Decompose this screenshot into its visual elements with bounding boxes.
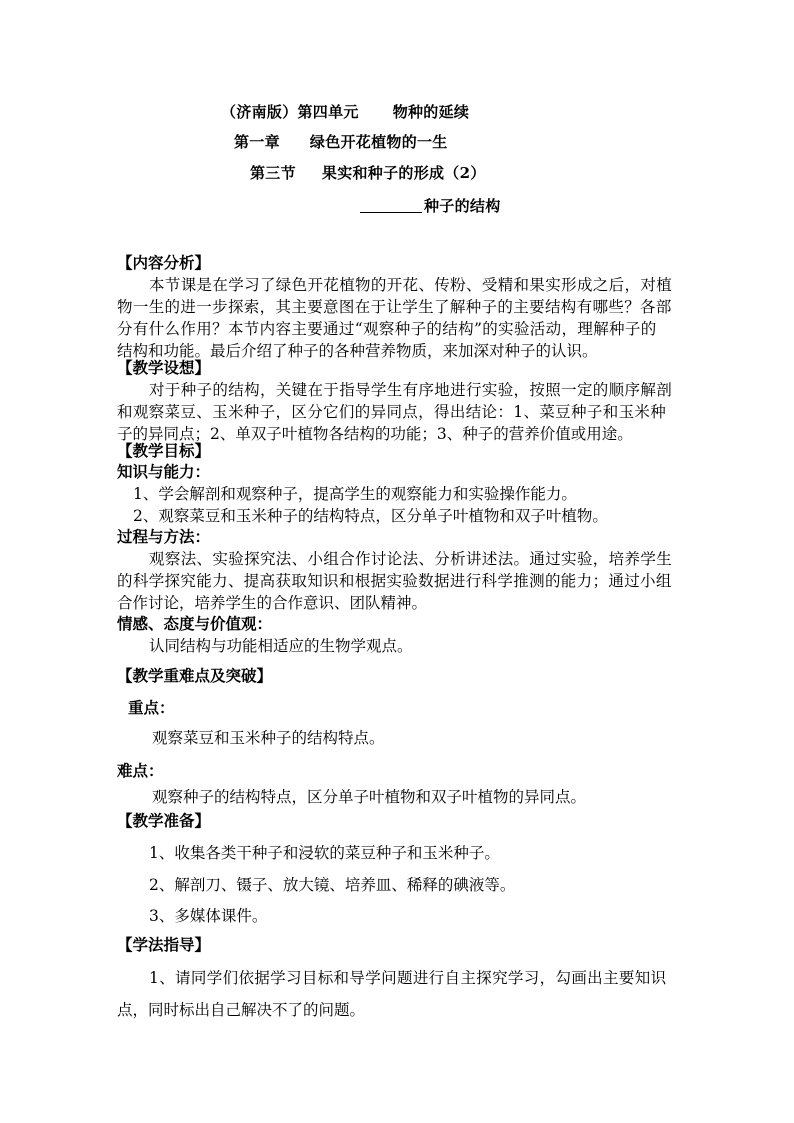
key-line: 观察菜豆和玉米种子的结构特点。 bbox=[152, 729, 385, 747]
fill-blank bbox=[360, 197, 422, 213]
chapter-name: 绿色开花植物的一生 bbox=[309, 133, 448, 151]
process-line: 的科学探究能力、提高获取知识和根据实验数据进行科学推测的能力；通过小组 bbox=[117, 572, 672, 590]
section-name: 果实和种子的形成（2） bbox=[321, 164, 486, 182]
knowledge-item: 1、学会解剖和观察种子，提高学生的观察能力和实验操作能力。 bbox=[133, 485, 577, 503]
key-points-heading: 【教学重难点及突破】 bbox=[117, 666, 273, 685]
section-title bbox=[250, 162, 486, 184]
key-title: 重点： bbox=[128, 698, 175, 717]
difficult-line: 观察种子的结构特点，区分单子叶植物和双子叶植物的异同点。 bbox=[152, 788, 587, 806]
difficult-title: 难点： bbox=[117, 761, 164, 780]
teaching-design-line: 子的异同点；2、单双子叶植物各结构的功能；3、种子的营养价值或用途。 bbox=[117, 425, 633, 443]
study-guide-line: 1、请同学们依据学习目标和导学问题进行自主探究学习，勾画出主要知识 bbox=[149, 969, 667, 987]
unit-label: （济南版）第四单元 bbox=[221, 103, 359, 121]
preparation-item: 2、解剖刀、镊子、放大镜、培养皿、稀释的碘液等。 bbox=[149, 876, 516, 894]
teaching-design-heading: 【教学设想】 bbox=[117, 358, 211, 377]
content-analysis-line: 物一生的进一步探索，其主要意图在于让学生了解种子的主要结构有哪些？各部 bbox=[117, 298, 672, 316]
study-guide-heading: 【学法指导】 bbox=[117, 935, 211, 954]
subsection-name: 种子的结构 bbox=[424, 197, 501, 215]
teaching-design-line: 对于种子的结构，关键在于指导学生有序地进行实验，按照一定的顺序解剖 bbox=[149, 381, 673, 399]
content-analysis-heading: 【内容分析】 bbox=[117, 253, 211, 272]
unit-title bbox=[221, 101, 469, 123]
section-label: 第三节 bbox=[250, 164, 296, 182]
content-analysis-line: 分有什么作用？本节内容主要通过“观察种子的结构”的实验活动，理解种子的 bbox=[117, 320, 657, 338]
knowledge-title: 知识与能力： bbox=[117, 462, 211, 481]
teaching-design-line: 和观察菜豆、玉米种子，区分它们的异同点，得出结论：1、菜豆种子和玉米种 bbox=[117, 403, 667, 421]
preparation-item: 1、收集各类干种子和浸软的菜豆种子和玉米种子。 bbox=[149, 844, 500, 862]
process-line: 观察法、实验探究法、小组合作讨论法、分析讲述法。通过实验，培养学生 bbox=[149, 550, 673, 568]
chapter-title bbox=[234, 131, 448, 153]
content-analysis-line: 本节课是在学习了绿色开花植物的开花、传粉、受精和果实形成之后，对植 bbox=[149, 276, 673, 294]
chapter-label: 第一章 bbox=[234, 133, 280, 151]
subsection-title bbox=[360, 195, 501, 217]
preparation-heading: 【教学准备】 bbox=[117, 811, 211, 830]
process-title: 过程与方法： bbox=[117, 527, 211, 546]
knowledge-item: 2、观察菜豆和玉米种子的结构特点，区分单子叶植物和双子叶植物。 bbox=[133, 507, 608, 525]
unit-name: 物种的延续 bbox=[392, 103, 470, 121]
emotion-line: 认同结构与功能相适应的生物学观点。 bbox=[149, 637, 413, 655]
study-guide-line: 点，同时标出自己解决不了的问题。 bbox=[117, 1001, 366, 1019]
teaching-goals-heading: 【教学目标】 bbox=[117, 441, 211, 460]
preparation-item: 3、多媒体课件。 bbox=[149, 907, 268, 925]
process-line: 合作讨论，培养学生的合作意识、团队精神。 bbox=[117, 594, 428, 612]
content-analysis-line: 结构和功能。最后介绍了种子的各种营养物质，来加深对种子的认识。 bbox=[117, 342, 598, 360]
emotion-title: 情感、态度与价值观： bbox=[117, 614, 273, 633]
